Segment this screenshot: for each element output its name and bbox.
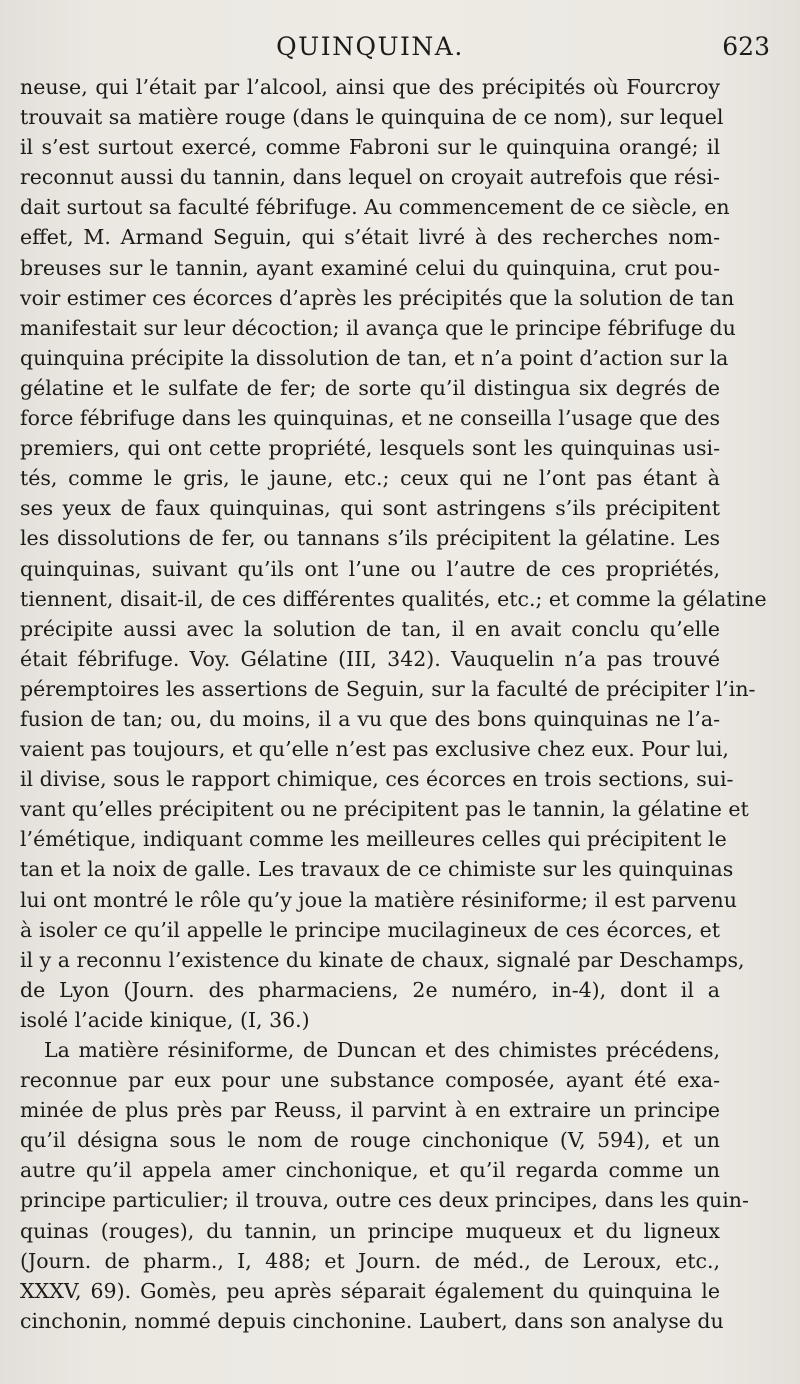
text-line: voir estimer ces écorces d’après les précipités que la solution de tan bbox=[20, 285, 735, 310]
text-line: péremptoires les assertions de Seguin, sur la faculté de précipiter l’in- bbox=[20, 676, 756, 701]
text-line: quinquina précipite la dissolution de tan, et n’a point d’action sur la bbox=[20, 345, 729, 370]
body-text bbox=[20, 72, 767, 1336]
text-line: principe particulier; il trouva, outre ces deux principes, dans les quin- bbox=[20, 1188, 749, 1213]
text-line: tés, comme le gris, le jaune, etc.; ceux qui ne l’ont pas étant à bbox=[20, 466, 720, 491]
text-line: tiennent, disait-il, de ces différentes qualités, etc.; et comme la gélatine bbox=[20, 586, 767, 611]
text-line: reconnue par eux pour une substance composée, ayant été exa- bbox=[20, 1068, 720, 1093]
text-line: vaient pas toujours, et qu’elle n’est pas exclusive chez eux. Pour lui, bbox=[20, 737, 729, 762]
page-header bbox=[0, 32, 800, 68]
paragraph bbox=[20, 1035, 749, 1336]
text-line: tan et la noix de galle. Les travaux de ce chimiste sur les quinquinas bbox=[20, 857, 734, 882]
text-line: gélatine et le sulfate de fer; de sorte qu’il distingua six degrés de bbox=[20, 375, 720, 400]
text-line: isolé l’acide kinique, (I, 36.) bbox=[20, 1007, 310, 1032]
running-title: QUINQUINA. bbox=[276, 32, 464, 61]
text-line: force fébrifuge dans les quinquinas, et ne conseilla l’usage que des bbox=[20, 406, 720, 431]
text-line: breuses sur le tannin, ayant examiné celui du quinquina, crut pou- bbox=[20, 255, 720, 280]
text-line: à isoler ce qu’il appelle le principe mucilagineux de ces écorces, et bbox=[20, 917, 720, 942]
text-line: l’émétique, indiquant comme les meilleures celles qui précipitent le bbox=[20, 827, 727, 852]
text-line: il y a reconnu l’existence du kinate de chaux, signalé par Deschamps, bbox=[20, 947, 745, 972]
text-line: premiers, qui ont cette propriété, lesquels sont les quinquinas usi- bbox=[20, 436, 720, 461]
text-line: neuse, qui l’était par l’alcool, ainsi que des précipités où Fourcroy bbox=[20, 75, 720, 99]
text-line: La matière résiniforme, de Duncan et des chimistes précédens, bbox=[44, 1038, 720, 1062]
page-number: 623 bbox=[722, 32, 770, 61]
text-line: était fébrifuge. Voy. Gélatine (III, 342). Vauquelin n’a pas trouvé bbox=[20, 646, 720, 671]
text-line: reconnut aussi du tannin, dans lequel on croyait autrefois que rési- bbox=[20, 165, 720, 190]
text-line: fusion de tan; ou, du moins, il a vu que des bons quinquinas ne l’a- bbox=[20, 706, 720, 731]
text-line: il divise, sous le rapport chimique, ces écorces en trois sections, sui- bbox=[20, 767, 734, 792]
text-line: manifestait sur leur décoction; il avança que le principe fébrifuge du bbox=[20, 315, 736, 340]
text-line: il s’est surtout exercé, comme Fabroni sur le quinquina orangé; il bbox=[20, 135, 720, 160]
text-line: quinquinas, suivant qu’ils ont l’une ou l’autre de ces propriétés, bbox=[20, 556, 720, 581]
text-line: cinchonin, nommé depuis cinchonine. Laubert, dans son analyse du bbox=[20, 1308, 724, 1333]
text-line: de Lyon (Journ. des pharmaciens, 2e numéro, in-4), dont il a bbox=[20, 977, 720, 1002]
text-line: effet, M. Armand Seguin, qui s’était livré à des recherches nom- bbox=[20, 225, 720, 250]
text-line: trouvait sa matière rouge (dans le quinquina de ce nom), sur lequel bbox=[20, 105, 724, 130]
text-line: lui ont montré le rôle qu’y joue la matière résiniforme; il est parvenu bbox=[20, 887, 737, 912]
text-line: quinas (rouges), du tannin, un principe muqueux et du ligneux bbox=[20, 1218, 720, 1243]
text-line: vant qu’elles précipitent ou ne précipitent pas le tannin, la gélatine et bbox=[20, 797, 749, 822]
text-line: qu’il désigna sous le nom de rouge cinchonique (V, 594), et un bbox=[20, 1128, 720, 1153]
text-line: XXXV, 69). Gomès, peu après séparait également du quinquina le bbox=[20, 1278, 720, 1303]
text-line: autre qu’il appela amer cinchonique, et qu’il regarda comme un bbox=[20, 1158, 720, 1183]
paragraph bbox=[20, 72, 767, 1035]
text-line: les dissolutions de fer, ou tannans s’ils précipitent la gélatine. Les bbox=[20, 526, 720, 551]
text-line: ses yeux de faux quinquinas, qui sont astringens s’ils précipitent bbox=[20, 496, 720, 521]
text-line: minée de plus près par Reuss, il parvint à en extraire un principe bbox=[20, 1098, 720, 1123]
text-line: précipite aussi avec la solution de tan, il en avait conclu qu’elle bbox=[20, 616, 720, 641]
text-line: dait surtout sa faculté fébrifuge. Au commencement de ce siècle, en bbox=[20, 195, 730, 220]
text-line: (Journ. de pharm., I, 488; et Journ. de méd., de Leroux, etc., bbox=[20, 1248, 720, 1273]
